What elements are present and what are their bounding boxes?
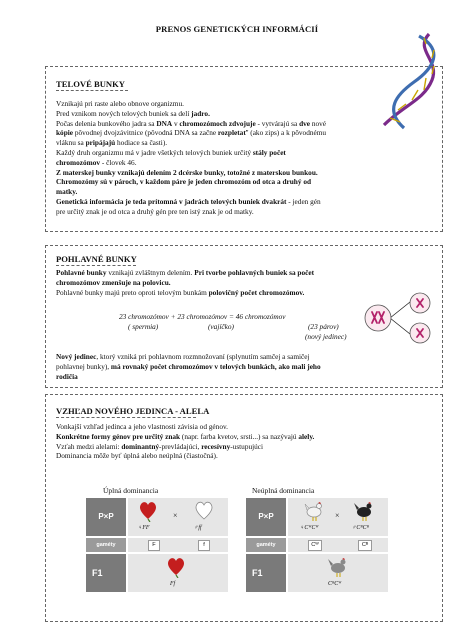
section-heading: POHLAVNÉ BUNKY [56, 254, 137, 264]
text-line [56, 138, 446, 148]
section-pohlavne-bunky [45, 245, 443, 388]
gametes-cell [128, 538, 228, 552]
grey-rooster-icon [328, 556, 348, 578]
gamete-2: Cᴮ [358, 540, 372, 551]
text-segment: Pri tvorbe pohlavných buniek sa počet [194, 268, 315, 277]
text-line [56, 119, 446, 129]
text-segment: rozpletať [217, 128, 248, 138]
text-segment: Dominancia môže byť úplná alebo neúplná (čiastočná). [56, 451, 218, 461]
text-line [56, 109, 446, 119]
text-line [56, 362, 441, 372]
f1-label: F1 [86, 554, 126, 592]
gamete-1: Cᵂ [308, 540, 322, 551]
parents-cell [288, 498, 388, 536]
text-line [56, 451, 441, 461]
text-line [56, 158, 446, 168]
text-segment: Počas delenia bunkového jadra sa [56, 118, 157, 128]
text-segment: ' (ako zips) a k pôvodnému [247, 128, 327, 138]
cell-division-icon [364, 292, 436, 344]
text-line [56, 99, 446, 109]
cross-symbol: × [173, 511, 178, 520]
text-segment: - jeden gén [286, 196, 321, 206]
text-line [56, 372, 441, 382]
text-segment: polovičný počet chromozómov. [208, 287, 305, 297]
section-body [56, 422, 441, 461]
text-segment: pripájajú [85, 138, 116, 148]
text-segment: recesívny [201, 441, 231, 451]
black-rooster-icon [354, 500, 374, 522]
text-segment: Chromozómy sú v pároch, v každom páre je jeden chromozóm od otca a druhý od [56, 177, 312, 187]
white-rooster-icon [304, 500, 324, 522]
text-segment: -prevládajúci, [159, 441, 202, 451]
text-line [56, 278, 441, 288]
gamete-1: F [148, 540, 160, 551]
text-segment: - vytvárajú sa [255, 118, 300, 128]
pxp-label: P×P [86, 498, 126, 536]
parent2-genotype: ♂CᴮCᴮ [352, 525, 369, 531]
text-segment: Genetická informácia je teda prítomná v jadrách telových buniek dvakrát [56, 196, 287, 206]
chromosome-equation-jedinec: (nový jedinec) [305, 332, 347, 341]
text-segment: rodičia [56, 371, 78, 381]
red-heart-flower-icon [138, 500, 158, 522]
f1-cell [288, 554, 388, 592]
text-segment: pohlavnej bunky), [56, 361, 111, 371]
text-segment: pre určitý znak je od otca a druhý gén pre ten istý znak je od matky. [56, 206, 254, 216]
incomplete-dominance-title: Neúplná dominancia [252, 486, 315, 495]
text-segment: Každý druh organizmu má v jadre všetkých telových buniek určitý [56, 147, 253, 157]
text-line [56, 207, 446, 217]
complete-dominance-title: Úplná dominancia [103, 486, 159, 495]
text-segment: Pohlavné bunky [56, 268, 107, 277]
text-segment: -ustupujúci [230, 441, 264, 451]
text-segment: Pohlavné bunky majú preto oproti telovým bunkám [56, 287, 209, 297]
f1-genotype: CᴮCᵂ [328, 581, 342, 587]
cross-symbol: × [335, 511, 340, 520]
text-segment: stály počet [252, 147, 286, 157]
text-line [56, 422, 441, 432]
text-line [56, 442, 441, 452]
section-telove-bunky [45, 66, 443, 232]
text-segment: alely. [298, 431, 315, 441]
text-segment: jadro. [191, 108, 210, 118]
text-segment: pôvodnej dvojzávitnice (pôvodná DNA sa začne [73, 128, 218, 138]
chromosome-equation-row1: 23 chromozómov + 23 chromozómov = 46 chromozómov [119, 312, 286, 321]
text-line [56, 128, 446, 138]
text-segment: - človek 46. [100, 157, 137, 167]
section-body-bottom [56, 352, 441, 381]
text-line [56, 268, 441, 278]
text-segment: nové [310, 118, 327, 128]
text-line [56, 168, 446, 178]
white-heart-flower-icon [194, 500, 214, 522]
text-segment: chromozómov [56, 157, 101, 167]
text-segment: Nový jedinec [56, 352, 97, 361]
text-segment: hodiace sa časti). [115, 138, 168, 148]
text-segment: vznikajú zvláštnym delením. [106, 268, 195, 277]
parent2-genotype: ♂ff [194, 525, 202, 531]
section-heading: TELOVÉ BUNKY [56, 79, 126, 89]
text-segment: Z materskej bunky vznikajú delením 2 dcérske bunky, totožné z materskou bunkou. [56, 167, 318, 177]
text-segment: vláknu sa [56, 138, 86, 148]
text-segment: , ktorý vzniká pri pohlavnom rozmnožovaní (splynutím samčej a samičej [96, 352, 310, 361]
text-line [56, 352, 441, 362]
f1-label: F1 [246, 554, 286, 592]
text-segment: v [172, 118, 180, 128]
chromosome-equation-spermia: ( spermia) [128, 322, 159, 331]
gamete-2: f [198, 540, 210, 551]
text-segment: Konkrétne formy génov pre určitý znak [56, 431, 181, 441]
page-title: PRENOS GENETICKÝCH INFORMÁCIÍ [155, 24, 319, 34]
text-segment: Vonkajší vzhľad jedinca a jeho vlastnosti závisia od génov. [56, 422, 228, 431]
text-line [56, 187, 446, 197]
section-body [56, 99, 446, 217]
gametes-label: gaméty [86, 538, 126, 552]
text-segment: dve [299, 118, 311, 128]
gametes-label: gaméty [246, 538, 286, 552]
parent1-genotype: ♀CᵂCᵂ [300, 525, 319, 531]
chromosome-equation-vajicko: (vajíčko) [208, 322, 234, 331]
red-heart-flower-icon [166, 556, 186, 578]
text-segment: kópie [56, 128, 74, 138]
f1-cell [128, 554, 228, 592]
text-segment: Vznikajú pri raste alebo obnove organizmu. [56, 99, 184, 108]
text-line [56, 148, 446, 158]
section-heading: VZHĽAD NOVÉHO JEDINCA - ALELA [56, 406, 210, 416]
text-segment: chromozómoch zdvojuje [179, 118, 256, 128]
text-line [56, 432, 441, 442]
parents-cell [128, 498, 228, 536]
text-segment: dominantný [121, 441, 160, 451]
f1-genotype: Ff [170, 581, 176, 587]
text-segment: má rovnaký počet chromozómov v telových bunkách, ako mali jeho [110, 361, 321, 371]
pxp-label: P×P [246, 498, 286, 536]
text-segment: chromozómov zmenšuje na polovicu. [56, 277, 171, 287]
section-vzhlad-jedinca [45, 394, 443, 622]
parent1-genotype: ♀FF [138, 525, 150, 531]
text-segment: Pred vznikom nových telových buniek sa delí [56, 108, 192, 118]
chromosome-equation-pary: (23 párov) [308, 322, 339, 331]
text-segment: (napr. farba kvetov, srsti...) sa nazývajú [180, 431, 299, 441]
text-line [56, 197, 446, 207]
gametes-cell [288, 538, 388, 552]
text-line [56, 177, 446, 187]
text-segment: DNA [156, 118, 173, 128]
text-segment: matky. [56, 187, 78, 197]
text-segment: Vzťah medzi alelami: [56, 441, 122, 451]
